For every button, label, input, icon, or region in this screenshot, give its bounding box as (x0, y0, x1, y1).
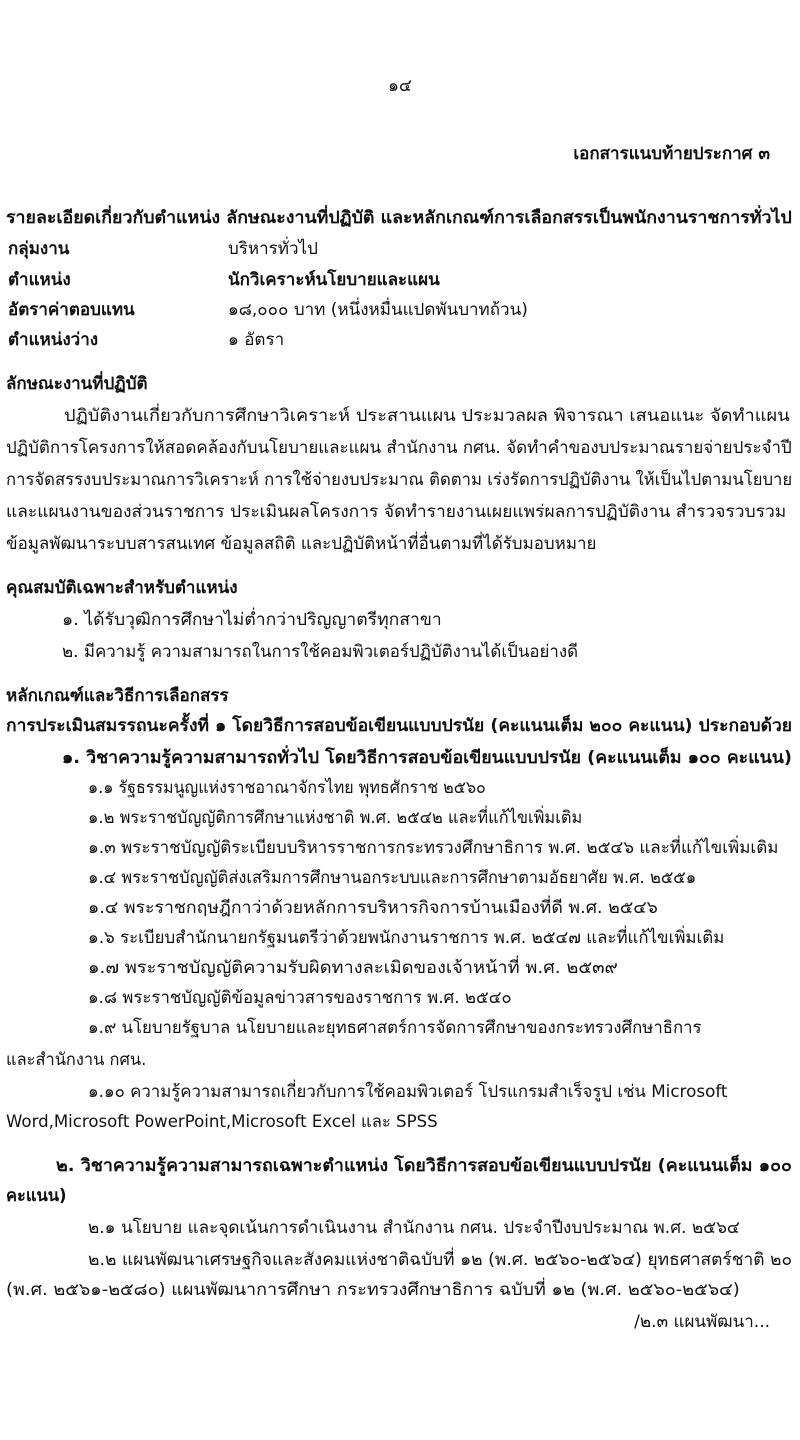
subject1-title: ๑. วิชาความรู้ความสามารถทั่วไป โดยวิธีการสอบข้อเขียนแบบปรนัย (คะแนนเต็ม ๑๐๐ คะแนน) (62, 748, 792, 768)
subject1-item: ๑.๑ รัฐธรรมนูญแห่งราชอาณาจักรไทย พุทธศักราช ๒๕๖๐ (88, 778, 486, 798)
document-title: รายละเอียดเกี่ยวกับตำแหน่ง ลักษณะงานที่ปฏิบัติ และหลักเกณฑ์การเลือกสรรเป็นพนักงานราชการทั่วไป (6, 208, 792, 228)
info-label: ตำแหน่งว่าง (8, 330, 99, 350)
info-value: ๑๘,๐๐๐ บาท (หนึ่งหมื่นแปดพันบาทถ้วน) (228, 300, 528, 320)
info-row-position (0, 264, 800, 296)
qualification-item: ๒. มีความรู้ ความสามารถในการใช้คอมพิวเตอร์ปฏิบัติงานได้เป็นอย่างดี (62, 642, 579, 662)
assessment-line: การประเมินสมรรถนะครั้งที่ ๑ โดยวิธีการสอบข้อเขียนแบบปรนัย (คะแนนเต็ม ๒๐๐ คะแนน) ประกอบด้วย (6, 716, 793, 736)
subject1-item: ๑.๓ พระราชบัญญัติระเบียบบริหารราชการกระทรวงศึกษาธิการ พ.ศ. ๒๕๔๖ และที่แก้ไขเพิ่มเติม (88, 838, 779, 858)
info-row-vacancy (0, 324, 800, 356)
info-value: นักวิเคราะห์นโยบายและแผน (228, 270, 440, 290)
subject1-item-continuation: Word,Microsoft PowerPoint,Microsoft Excel และ SPSS (6, 1112, 438, 1132)
page-number: ๑๔ (388, 76, 412, 96)
subject1-item: ๑.๔ พระราชกฤษฎีกาว่าด้วยหลักการบริหารกิจการบ้านเมืองที่ดี พ.ศ. ๒๕๔๖ (88, 898, 658, 918)
info-row-group (0, 233, 800, 265)
info-row-salary (0, 294, 800, 326)
subject1-item: ๑.๒ พระราชบัญญัติการศึกษาแห่งชาติ พ.ศ. ๒๕๔๒ และที่แก้ไขเพิ่มเติม (88, 808, 583, 828)
subject2-item: ๒.๒ แผนพัฒนาเศรษฐกิจและสังคมแห่งชาติฉบับที่ ๑๒ (พ.ศ. ๒๕๖๐-๒๕๖๔) ยุทธศาสตร์ชาติ ๒๐ (88, 1250, 793, 1270)
info-value: บริหารทั่วไป (228, 239, 318, 259)
annex-label: เอกสารแนบท้ายประกาศ ๓ (573, 144, 770, 164)
subject1-item: ๑.๗ พระราชบัญญัติความรับผิดทางละเมิดของเจ้าหน้าที่ พ.ศ. ๒๕๓๙ (88, 958, 618, 978)
duties-heading: ลักษณะงานที่ปฏิบัติ (6, 374, 148, 394)
duties-line: การจัดสรรงบประมาณการวิเคราะห์ การใช้จ่ายงบประมาณ ติดตาม เร่งรัดการปฏิบัติงาน ให้เป็นไปตามนโยบาย (6, 470, 793, 490)
qualifications-heading: คุณสมบัติเฉพาะสำหรับตำแหน่ง (6, 578, 238, 598)
info-label: กลุ่มงาน (8, 239, 70, 259)
subject1-item: ๑.๙ นโยบายรัฐบาล นโยบายและยุทธศาสตร์การจัดการศึกษาของกระทรวงศึกษาธิการ (88, 1018, 702, 1038)
info-label: อัตราค่าตอบแทน (8, 300, 135, 320)
subject1-item-continuation: และสำนักงาน กศน. (6, 1050, 147, 1070)
subject2-item: ๒.๑ นโยบาย และจุดเน้นการดำเนินงาน สำนักงาน กศน. ประจำปีงบประมาณ พ.ศ. ๒๕๖๔ (88, 1218, 740, 1238)
criteria-heading: หลักเกณฑ์และวิธีการเลือกสรร (6, 686, 229, 706)
continuation-marker: /๒.๓ แผนพัฒนา... (634, 1312, 770, 1332)
duties-line: และแผนงานของส่วนราชการ ประเมินผลโครงการ จัดทำรายงานเผยแพร่ผลการปฏิบัติงาน สำรวจรวบรวม (6, 502, 787, 522)
subject1-item: ๑.๑๐ ความรู้ความสามารถเกี่ยวกับการใช้คอมพิวเตอร์ โปรแกรมสำเร็จรูป เช่น Microsoft (88, 1082, 728, 1102)
duties-line: ปฏิบัติการโครงการให้สอดคล้องกับนโยบายและแผน สำนักงาน กศน. จัดทำคำของบประมาณรายจ่ายประจำปี (6, 438, 792, 458)
subject1-item: ๑.๔ พระราชบัญญัติส่งเสริมการศึกษานอกระบบและการศึกษาตามอัธยาศัย พ.ศ. ๒๕๕๑ (88, 868, 697, 888)
qualification-item: ๑. ได้รับวุฒิการศึกษาไม่ต่ำกว่าปริญญาตรีทุกสาขา (62, 610, 442, 630)
subject2-title-continuation: คะแนน) (6, 1186, 67, 1206)
duties-line: ปฏิบัติงานเกี่ยวกับการศึกษาวิเคราะห์ ประสานแผน ประมวลผล พิจารณา เสนอแนะ จัดทำแผน (64, 406, 790, 426)
duties-line: ข้อมูลพัฒนาระบบสารสนเทศ ข้อมูลสถิติ และปฏิบัติหน้าที่อื่นตามที่ได้รับมอบหมาย (6, 534, 597, 554)
subject1-item: ๑.๘ พระราชบัญญัติข้อมูลข่าวสารของราชการ พ.ศ. ๒๕๔๐ (88, 988, 512, 1008)
subject1-item: ๑.๖ ระเบียบสำนักนายกรัฐมนตรีว่าด้วยพนักงานราชการ พ.ศ. ๒๕๔๗ และที่แก้ไขเพิ่มเติม (88, 928, 725, 948)
info-value: ๑ อัตรา (228, 330, 285, 350)
subject2-title: ๒. วิชาความรู้ความสามารถเฉพาะตำแหน่ง โดยวิธีการสอบข้อเขียนแบบปรนัย (คะแนนเต็ม ๑๐๐ (56, 1156, 792, 1176)
info-label: ตำแหน่ง (8, 270, 71, 290)
subject2-item-continuation: (พ.ศ. ๒๕๖๑-๒๕๘๐) แผนพัฒนาการศึกษา กระทรวงศึกษาธิการ ฉบับที่ ๑๒ (พ.ศ. ๒๕๖๐-๒๕๖๔) (6, 1280, 740, 1300)
